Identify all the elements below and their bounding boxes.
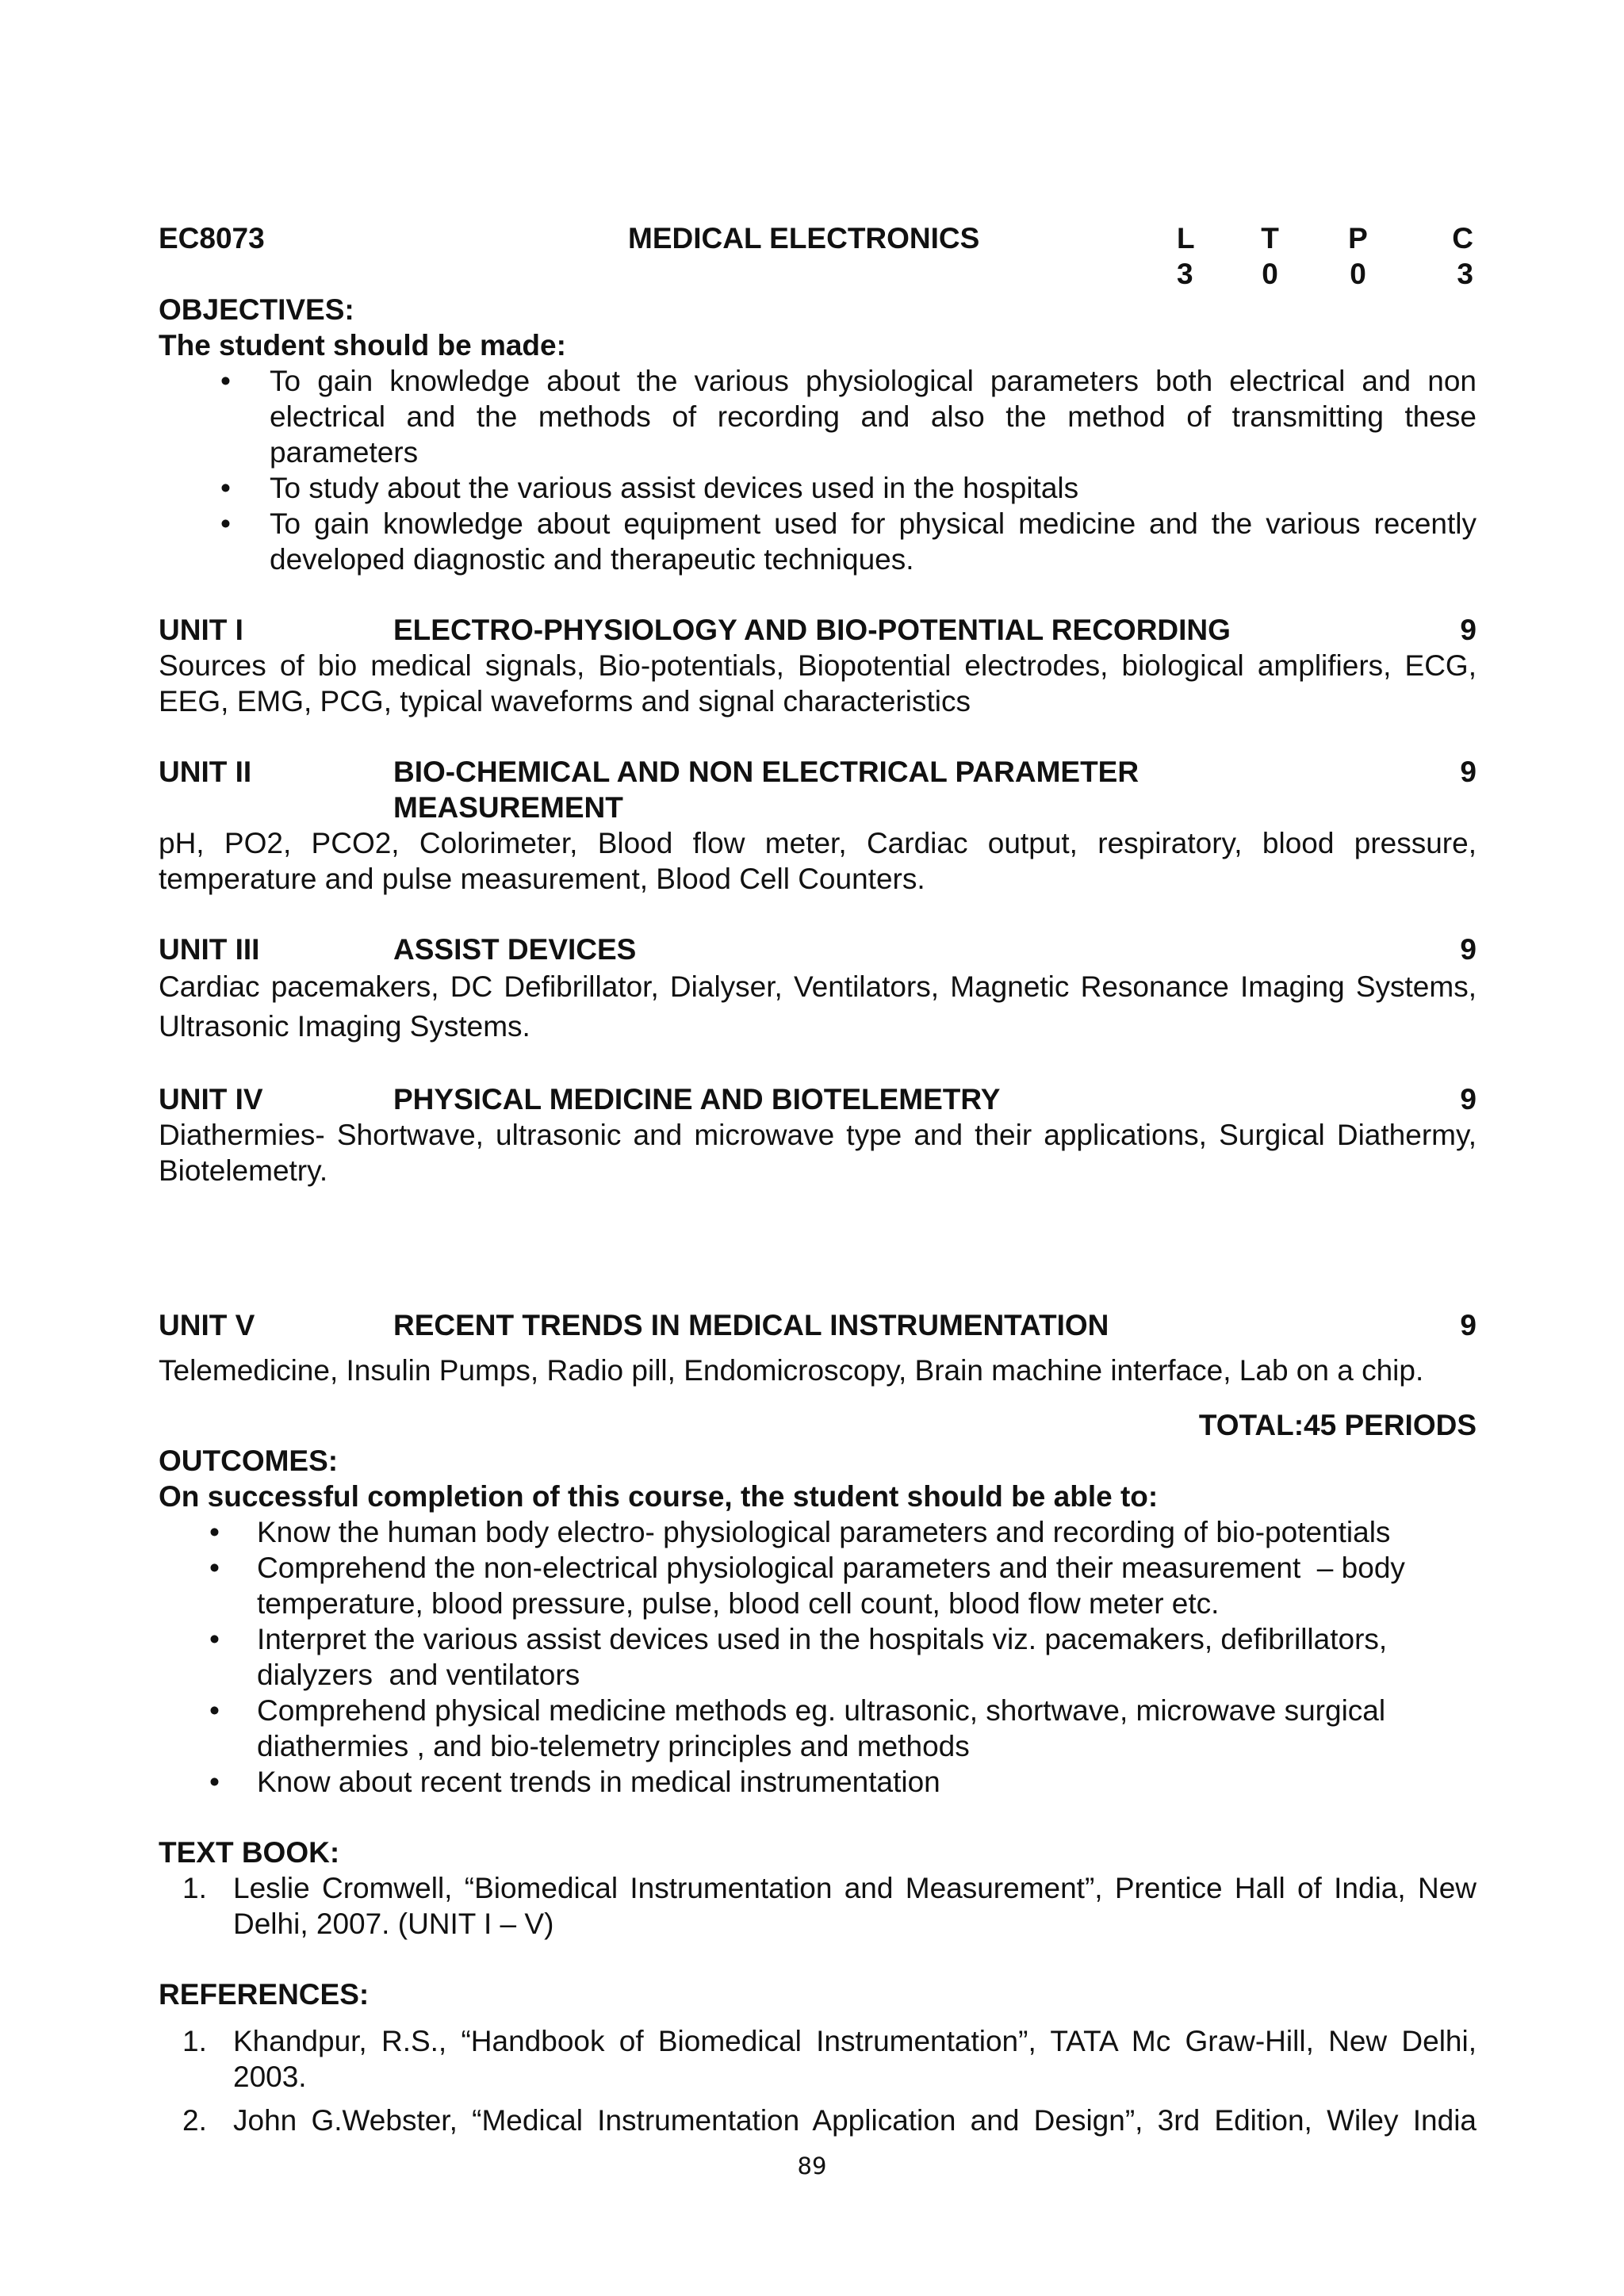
unit-name: UNIT II bbox=[159, 756, 252, 788]
unit-heading bbox=[159, 1081, 1477, 1117]
unit-heading bbox=[159, 754, 1477, 825]
unit-4 bbox=[159, 1081, 1477, 1188]
objectives-intro: The student should be made: bbox=[159, 329, 566, 362]
textbook-heading: TEXT BOOK: bbox=[159, 1836, 340, 1869]
item-text: John G.Webster, “Medical Instrumentation Application and Design”, 3rd Edition, Wiley India bbox=[233, 2104, 1477, 2137]
ltpc-table bbox=[1177, 220, 1473, 292]
bullet-icon: • bbox=[209, 1694, 220, 1727]
course-title: MEDICAL ELECTRONICS bbox=[628, 222, 980, 254]
total-periods: TOTAL:45 PERIODS bbox=[1198, 1409, 1477, 1441]
bullet-icon: • bbox=[209, 1552, 220, 1584]
unit-content: Telemedicine, Insulin Pumps, Radio pill, Endomicroscopy, Brain machine interface, Lab on a chip. bbox=[159, 1354, 1424, 1387]
unit-content: Cardiac pacemakers, DC Defibrillator, Dialyser, Ventilators, Magnetic Resonance Imaging Systems, Ultrasonic Imaging Systems. bbox=[159, 970, 1477, 1043]
ltpc-values bbox=[1177, 256, 1473, 292]
item-number: 1. bbox=[182, 1872, 207, 1904]
objectives-heading: OBJECTIVES: bbox=[159, 293, 354, 326]
ltpc-value-t: 0 bbox=[1262, 258, 1278, 290]
unit-title: PHYSICAL MEDICINE AND BIOTELEMETRY bbox=[393, 1083, 1001, 1115]
unit-hours: 9 bbox=[1460, 756, 1477, 788]
unit-content: pH, PO2, PCO2, Colorimeter, Blood flow meter, Cardiac output, respiratory, blood pressure, temperature and pulse measurement, Blood Cell Counters. bbox=[159, 827, 1477, 895]
unit-5 bbox=[159, 1307, 1477, 1388]
bullet-icon: • bbox=[220, 507, 231, 540]
course-code: EC8073 bbox=[159, 222, 265, 254]
bullet-icon: • bbox=[209, 1766, 220, 1798]
unit-name: UNIT I bbox=[159, 614, 243, 646]
ltpc-value-c: 3 bbox=[1457, 258, 1473, 290]
bullet-icon: • bbox=[209, 1623, 220, 1655]
bullet-icon: • bbox=[220, 472, 231, 504]
reference-item bbox=[159, 2023, 1477, 2095]
syllabus-page bbox=[159, 220, 1477, 2138]
bullet-icon: • bbox=[220, 365, 231, 397]
unit-heading bbox=[159, 1307, 1477, 1343]
unit-hours: 9 bbox=[1460, 614, 1477, 646]
references-list bbox=[159, 2023, 1477, 2138]
item-number: 2. bbox=[182, 2104, 207, 2137]
ltpc-label-c: C bbox=[1452, 222, 1473, 254]
textbook-item bbox=[159, 1870, 1477, 1942]
ltpc-label-l: L bbox=[1177, 222, 1195, 254]
unit-hours: 9 bbox=[1460, 1309, 1477, 1341]
page-number: 89 bbox=[797, 2152, 827, 2179]
unit-3 bbox=[159, 932, 1477, 1047]
course-header bbox=[159, 220, 1477, 292]
unit-heading bbox=[159, 932, 1477, 967]
outcome-item: • Know about recent trends in medical instrumentation bbox=[209, 1766, 940, 1798]
ltpc-labels bbox=[1177, 220, 1473, 256]
unit-title: ELECTRO-PHYSIOLOGY AND BIO-POTENTIAL RECORDING bbox=[393, 614, 1231, 646]
item-text: Khandpur, R.S., “Handbook of Biomedical Instrumentation”, TATA Mc Graw-Hill, New Delhi, 2003. bbox=[233, 2025, 1477, 2093]
unit-hours: 9 bbox=[1460, 1083, 1477, 1115]
unit-2 bbox=[159, 754, 1477, 897]
unit-title: ASSIST DEVICES bbox=[393, 933, 637, 966]
objective-item: • To gain knowledge about equipment used for physical medicine and the various recently developed diagnostic and therapeutic techniques. bbox=[220, 507, 1477, 576]
unit-hours: 9 bbox=[1460, 933, 1477, 966]
unit-1 bbox=[159, 612, 1477, 719]
ltpc-value-p: 0 bbox=[1350, 258, 1366, 290]
outcome-item: • Know the human body electro- physiological parameters and recording of bio-potentials bbox=[209, 1516, 1391, 1548]
unit-name: UNIT V bbox=[159, 1309, 255, 1341]
unit-title: RECENT TRENDS IN MEDICAL INSTRUMENTATION bbox=[393, 1309, 1109, 1341]
outcomes-intro: On successful completion of this course, the student should be able to: bbox=[159, 1480, 1159, 1513]
outcome-item: • Comprehend the non-electrical physiological parameters and their measurement – body temperature, blood pressure, pulse, blood cell count, blood flow meter etc. bbox=[209, 1552, 1405, 1620]
objectives-list bbox=[159, 363, 1477, 577]
unit-content: Sources of bio medical signals, Bio-potentials, Biopotential electrodes, biological amplifiers, ECG, EEG, EMG, PCG, typical waveforms and signal characteristics bbox=[159, 649, 1477, 718]
objective-item: • To gain knowledge about the various physiological parameters both electrical and non electrical and the methods of recording and also the method of transmitting these parameters bbox=[220, 365, 1477, 469]
unit-title: BIO-CHEMICAL AND NON ELECTRICAL PARAMETER MEASUREMENT bbox=[393, 756, 1139, 824]
unit-name: UNIT III bbox=[159, 933, 260, 966]
unit-name: UNIT IV bbox=[159, 1083, 263, 1115]
unit-heading bbox=[159, 612, 1477, 648]
unit-content: Diathermies- Shortwave, ultrasonic and microwave type and their applications, Surgical Diathermy, Biotelemetry. bbox=[159, 1119, 1477, 1187]
item-number: 1. bbox=[182, 2025, 207, 2057]
reference-item bbox=[159, 2103, 1477, 2138]
objective-item: • To study about the various assist devices used in the hospitals bbox=[220, 472, 1079, 504]
item-text: Leslie Cromwell, “Biomedical Instrumentation and Measurement”, Prentice Hall of India, New Delhi, 2007. (UNIT I – V) bbox=[233, 1872, 1477, 1940]
outcome-item: • Comprehend physical medicine methods eg. ultrasonic, shortwave, microwave surgical diathermies , and bio-telemetry principles and methods bbox=[209, 1694, 1386, 1762]
ltpc-label-p: P bbox=[1348, 222, 1368, 254]
outcomes-heading: OUTCOMES: bbox=[159, 1445, 339, 1477]
textbook-list bbox=[159, 1870, 1477, 1942]
outcome-item: • Interpret the various assist devices used in the hospitals viz. pacemakers, defibrillators, dialyzers and ventilators bbox=[209, 1623, 1388, 1691]
references-heading: REFERENCES: bbox=[159, 1978, 370, 2011]
bullet-icon: • bbox=[209, 1516, 220, 1548]
ltpc-label-t: T bbox=[1261, 222, 1279, 254]
ltpc-value-l: 3 bbox=[1177, 258, 1193, 290]
outcomes-list bbox=[159, 1514, 1477, 1800]
